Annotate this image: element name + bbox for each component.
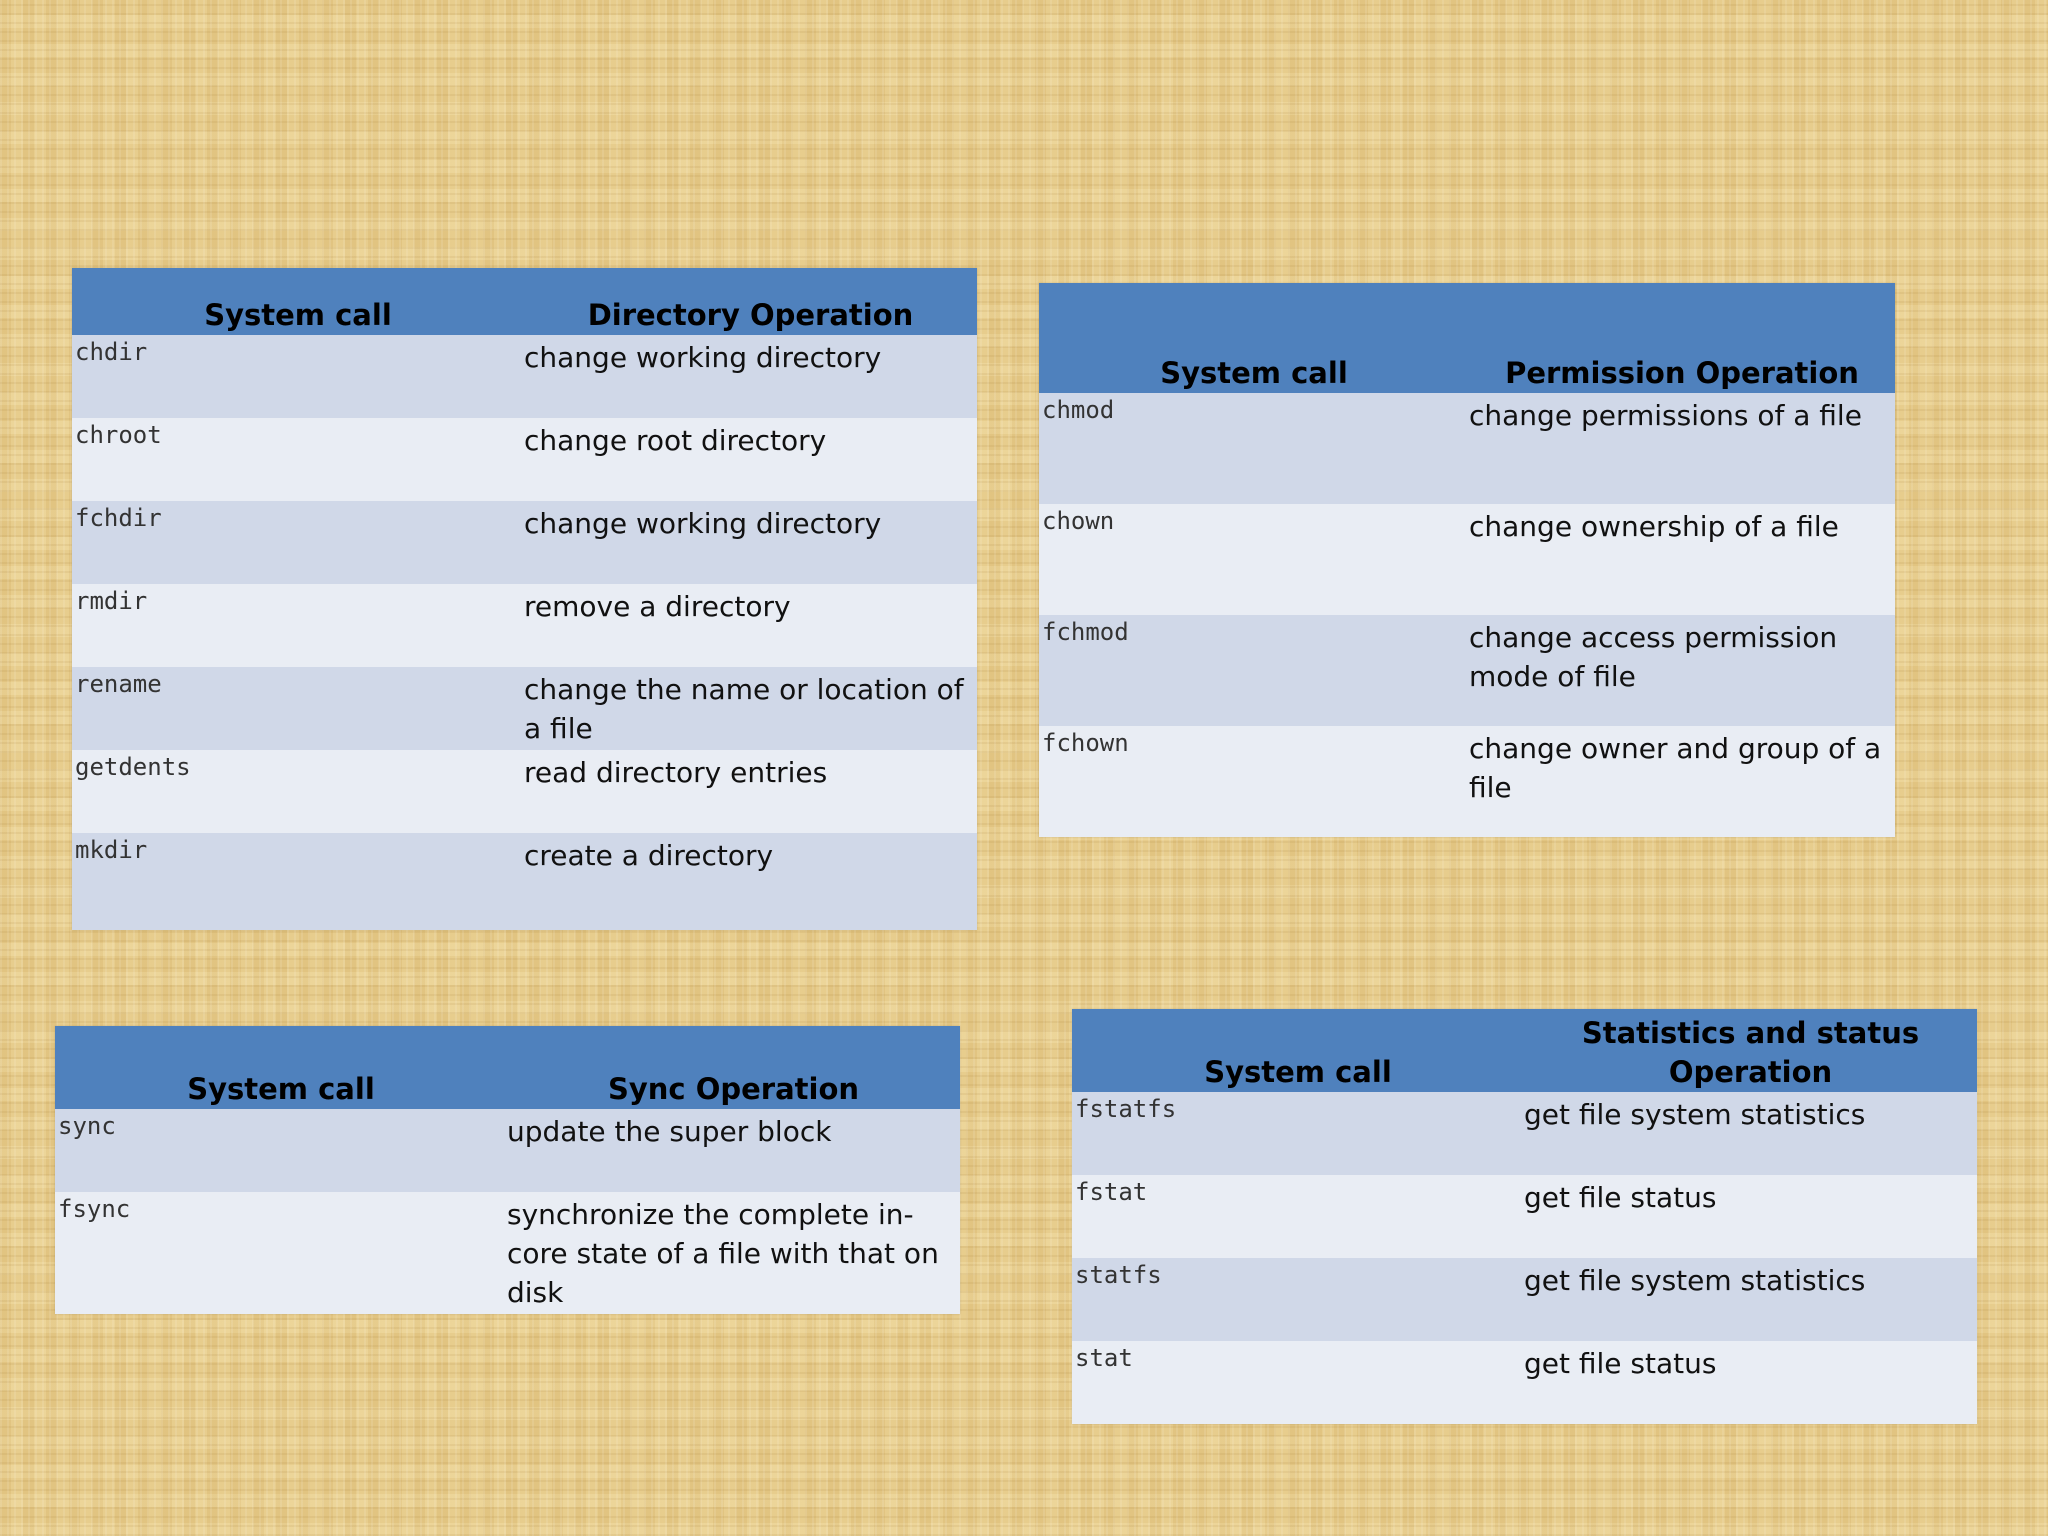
operation-cell: create a directory: [524, 839, 774, 872]
table-row: [55, 1192, 960, 1314]
system-call-cell: fsync: [58, 1195, 131, 1223]
operation-cell: change working directory: [524, 507, 882, 540]
table-row: [72, 418, 977, 501]
operation-cell: get file status: [1524, 1347, 1717, 1380]
operation-cell: change root directory: [524, 424, 827, 457]
system-call-cell: mkdir: [75, 836, 148, 864]
table-header: [1072, 1009, 1977, 1092]
system-call-cell: chmod: [1042, 396, 1115, 424]
table-row: [1039, 615, 1895, 726]
table-row: [72, 501, 977, 584]
system-call-cell: sync: [58, 1112, 116, 1140]
table-header: [1039, 283, 1895, 393]
system-call-cell: rmdir: [75, 587, 148, 615]
table-row: [1039, 726, 1895, 837]
table-row: [72, 833, 977, 930]
column-header-operation: Sync Operation: [607, 1072, 860, 1106]
operation-cell: get file system statistics: [1524, 1098, 1866, 1131]
system-call-cell: fchdir: [75, 504, 162, 532]
table-row: [1072, 1258, 1977, 1341]
system-call-cell: fstat: [1075, 1178, 1148, 1206]
operation-cell: read directory entries: [524, 756, 828, 789]
system-call-cell: rename: [75, 670, 162, 698]
column-header-system-call: System call: [187, 1072, 375, 1106]
table-row: [72, 584, 977, 667]
table-row: [1072, 1341, 1977, 1424]
operation-cell: change permissions of a file: [1469, 399, 1862, 432]
statistics-operations-table: [1072, 1009, 1977, 1424]
operation-cell: change the name or location of a file: [524, 673, 964, 745]
operation-cell: synchronize the complete in-core state of a file with that on disk: [507, 1198, 939, 1309]
table-row: [1072, 1092, 1977, 1175]
system-call-cell: chdir: [75, 338, 148, 366]
permission-operations-table: [1039, 283, 1895, 837]
table-header: [72, 268, 977, 335]
system-call-cell: chown: [1042, 507, 1115, 535]
column-header-operation: Permission Operation: [1505, 356, 1859, 390]
sync-operations-table: [55, 1026, 960, 1314]
table-row: [72, 335, 977, 418]
system-call-cell: fstatfs: [1075, 1095, 1177, 1123]
system-call-cell: stat: [1075, 1344, 1133, 1372]
system-call-cell: getdents: [75, 753, 191, 781]
system-call-cell: statfs: [1075, 1261, 1162, 1289]
operation-cell: get file system statistics: [1524, 1264, 1866, 1297]
operation-cell: change owner and group of a file: [1469, 732, 1882, 804]
column-header-system-call: System call: [1204, 1055, 1392, 1089]
system-call-cell: chroot: [75, 421, 162, 449]
table-row: [72, 750, 977, 833]
table-row: [1039, 393, 1895, 504]
column-header-system-call: System call: [1160, 356, 1348, 390]
column-header-operation: Statistics and status Operation: [1581, 1016, 1920, 1089]
operation-cell: update the super block: [507, 1115, 832, 1148]
table-row: [55, 1109, 960, 1192]
column-header-system-call: System call: [204, 298, 392, 332]
operation-cell: remove a directory: [524, 590, 791, 623]
operation-cell: change working directory: [524, 341, 882, 374]
table-row: [1039, 504, 1895, 615]
operation-cell: change access permission mode of file: [1469, 621, 1838, 693]
table-row: [72, 667, 977, 750]
system-call-cell: fchmod: [1042, 618, 1129, 646]
operation-cell: get file status: [1524, 1181, 1717, 1214]
table-header: [55, 1026, 960, 1109]
column-header-operation: Directory Operation: [587, 298, 914, 332]
system-call-cell: fchown: [1042, 729, 1129, 757]
operation-cell: change ownership of a file: [1469, 510, 1839, 543]
directory-operations-table: [72, 268, 977, 930]
table-row: [1072, 1175, 1977, 1258]
